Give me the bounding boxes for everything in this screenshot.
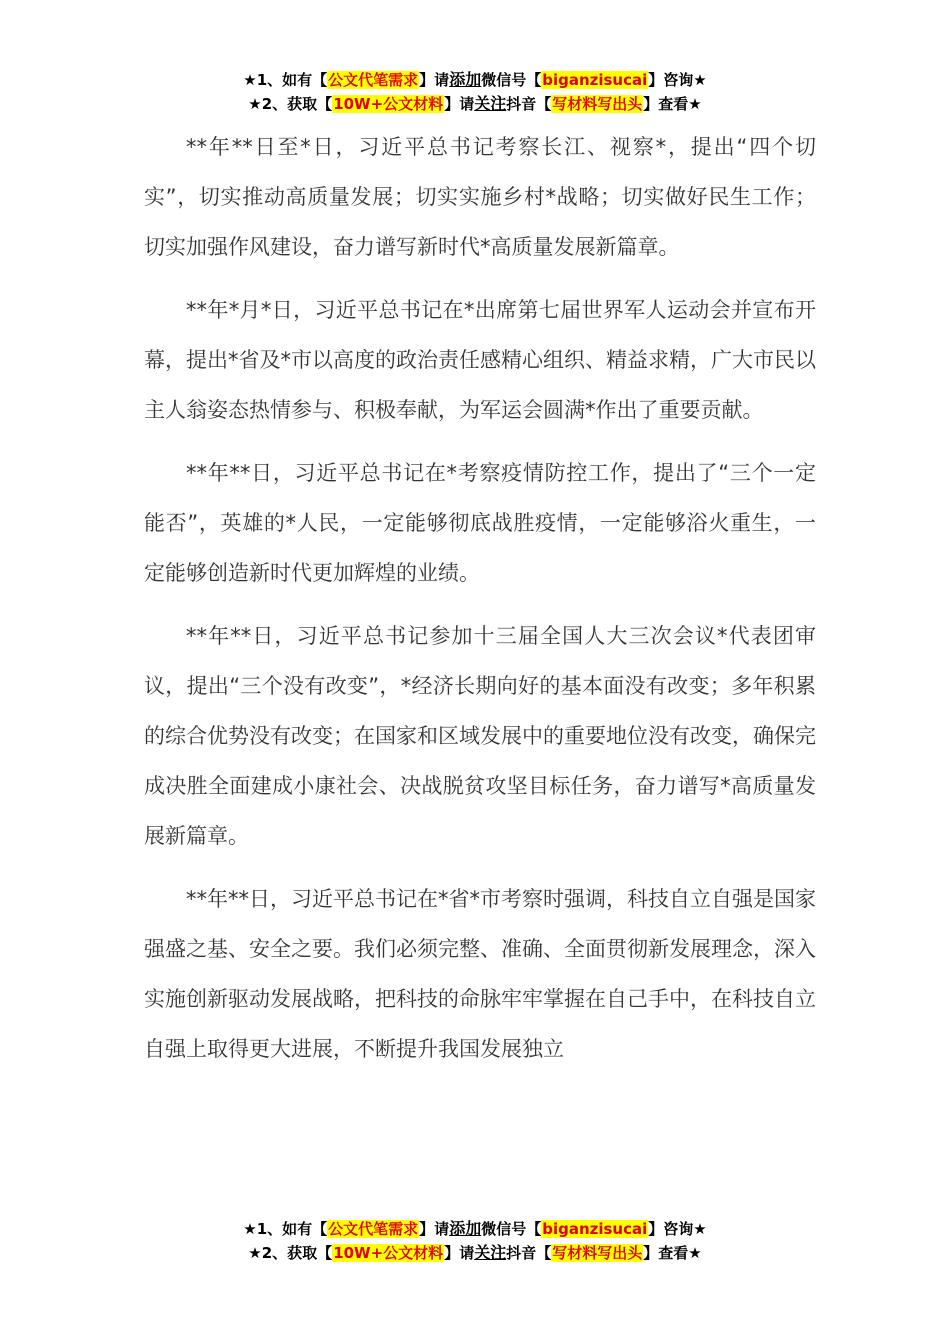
banner-text: 】请	[444, 95, 475, 113]
paragraph-4: **年**日，习近平总书记参加十三届全国人大三次会议*代表团审议，提出“三个没有改变”，*经济长期向好的基本面没有改变；多年积累的综合优势没有改变；在国家和区域发展中的重要地位没有改变，确保完成决胜全面建成小康社会、决战脱贫攻坚目标任务，奋力谱写*高质量发展新篇章。	[144, 624, 816, 848]
paragraph-1: **年**日至*日，习近平总书记考察长江、视察*，提出“四个切实”，切实推动高质量发展；切实实施乡村*战略；切实做好民生工作；切实加强作风建设，奋力谱写新时代*高质量发展新篇章。	[144, 135, 816, 259]
banner-text: 】请	[419, 1220, 450, 1238]
banner-highlight-wechat-id: biganzisucai	[542, 71, 648, 89]
footer-banner-line-2	[0, 1241, 950, 1265]
banner-highlight-materials: 10W+公文材料	[333, 1244, 444, 1262]
header-banner	[0, 68, 950, 116]
banner-text: 】请	[419, 71, 450, 89]
paragraph-2: **年*月*日，习近平总书记在*出席第七届世界军人运动会并宣布开幕，提出*省及*市以高度的政治责任感精心组织、精益求精，广大市民以主人翁姿态热情参与、积极奉献，为军运会圆满*作出了重要贡献。	[144, 298, 816, 422]
banner-emphasis: 添加	[449, 1219, 482, 1238]
banner-emphasis: 关注	[474, 94, 507, 113]
paragraph-5: **年**日，习近平总书记在*省*市考察时强调，科技自立自强是国家强盛之基、安全之要。我们必须完整、准确、全面贯彻新发展理念，深入实施创新驱动发展战略，把科技的命脉牢牢掌握在自己手中，在科技自立自强上取得更大进展，不断提升我国发展独立	[144, 887, 816, 1061]
banner-highlight-service: 公文代笔需求	[328, 71, 419, 89]
banner-emphasis: 关注	[474, 1243, 507, 1262]
banner-text: 微信号【	[481, 71, 542, 89]
banner-highlight-wechat-id: biganzisucai	[542, 1220, 648, 1238]
banner-text: ★1、如有【	[243, 1220, 328, 1238]
banner-text: 】查看★	[643, 95, 702, 113]
banner-text: 】请	[444, 1244, 475, 1262]
banner-text: 抖音【	[506, 95, 552, 113]
banner-text: 】咨询★	[648, 71, 707, 89]
banner-highlight-service: 公文代笔需求	[328, 1220, 419, 1238]
banner-highlight-douyin-account: 写材料写出头	[552, 1244, 643, 1262]
banner-text: 】查看★	[643, 1244, 702, 1262]
document-body	[144, 122, 816, 1087]
footer-banner-line-1	[0, 1217, 950, 1241]
header-banner-line-1	[0, 68, 950, 92]
banner-emphasis: 添加	[449, 70, 482, 89]
header-banner-line-2	[0, 92, 950, 116]
paragraph-3: **年**日，习近平总书记在*考察疫情防控工作，提出了“三个一定能否”，英雄的*人民，一定能够彻底战胜疫情，一定能够浴火重生，一定能够创造新时代更加辉煌的业绩。	[144, 461, 816, 585]
footer-banner	[0, 1217, 950, 1265]
banner-text: 】咨询★	[648, 1220, 707, 1238]
banner-text: 微信号【	[481, 1220, 542, 1238]
banner-text: ★1、如有【	[243, 71, 328, 89]
banner-highlight-douyin-account: 写材料写出头	[552, 95, 643, 113]
banner-text: 抖音【	[506, 1244, 552, 1262]
banner-text: ★2、获取【	[248, 1244, 333, 1262]
banner-highlight-materials: 10W+公文材料	[333, 95, 444, 113]
banner-text: ★2、获取【	[248, 95, 333, 113]
